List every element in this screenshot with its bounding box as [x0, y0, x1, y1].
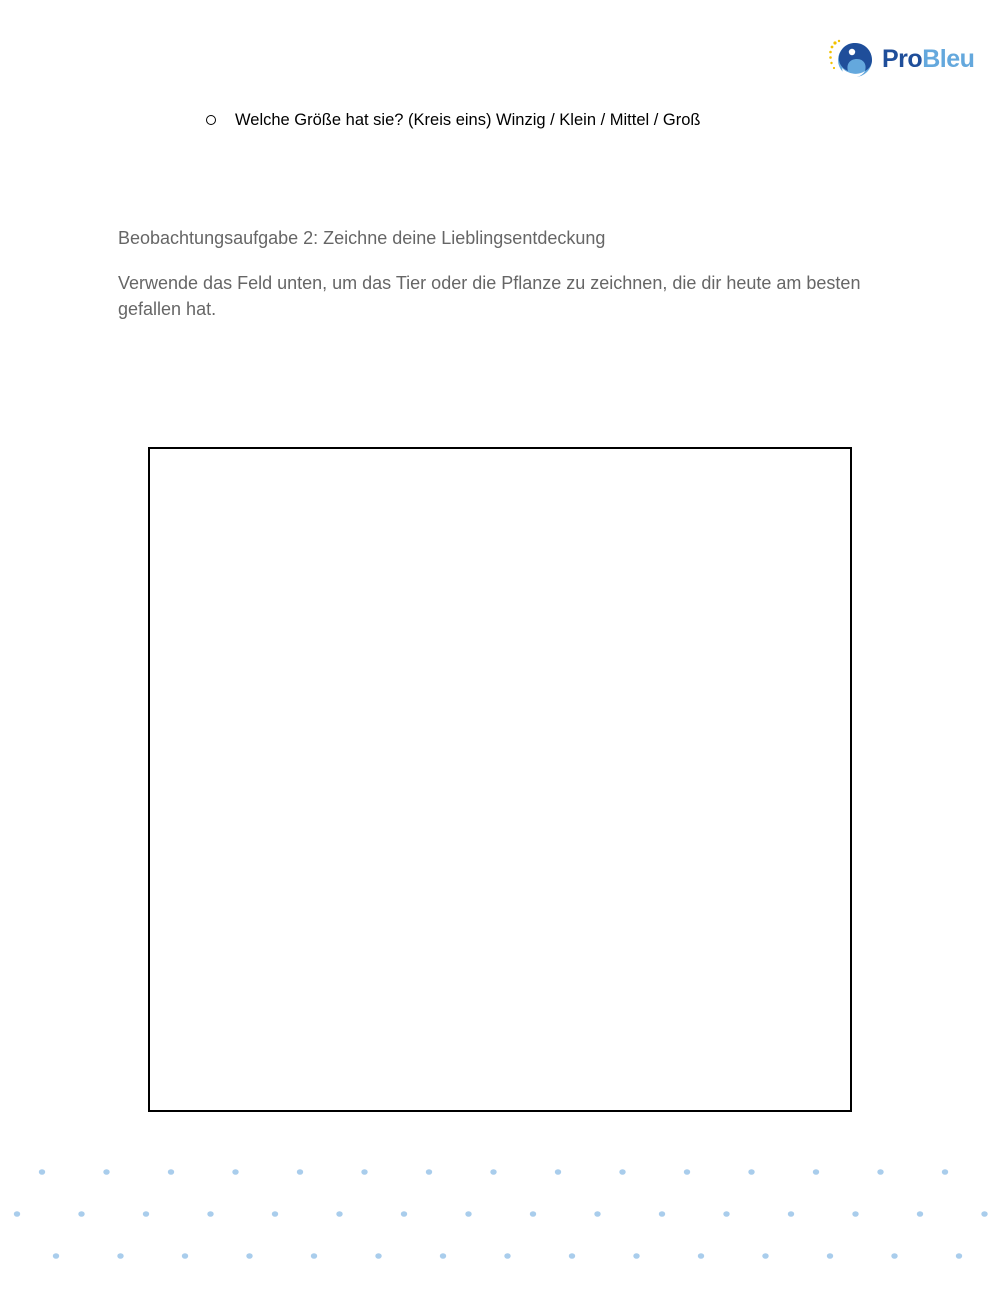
footer-dot	[569, 1253, 575, 1259]
footer-dot	[981, 1211, 987, 1217]
footer-dot	[311, 1253, 317, 1259]
footer-dot	[877, 1169, 883, 1175]
footer-dot	[748, 1169, 754, 1175]
footer-dot	[246, 1253, 252, 1259]
footer-dot	[633, 1253, 639, 1259]
footer-dot	[401, 1211, 407, 1217]
logo-pro-text: Pro	[882, 45, 923, 73]
footer-dot	[361, 1169, 367, 1175]
footer-dot	[168, 1169, 174, 1175]
footer-dot	[813, 1169, 819, 1175]
footer-dot	[465, 1211, 471, 1217]
footer-dot	[530, 1211, 536, 1217]
footer-dot	[39, 1169, 45, 1175]
footer-dot	[555, 1169, 561, 1175]
footer-dot	[103, 1169, 109, 1175]
footer-dot	[14, 1211, 20, 1217]
footer-dot	[852, 1211, 858, 1217]
size-question	[206, 108, 701, 132]
footer-dot	[504, 1253, 510, 1259]
footer-dot	[117, 1253, 123, 1259]
footer-dot	[917, 1211, 923, 1217]
footer-dot	[619, 1169, 625, 1175]
footer-dot	[297, 1169, 303, 1175]
footer-dot-pattern	[0, 1150, 1000, 1280]
hollow-circle-bullet-icon	[206, 115, 216, 125]
probleu-logo-icon	[828, 38, 878, 82]
footer-dot	[827, 1253, 833, 1259]
probleu-wordmark	[882, 44, 974, 74]
drawing-area[interactable]	[148, 447, 852, 1112]
footer-dot	[182, 1253, 188, 1259]
footer-dot	[659, 1211, 665, 1217]
footer-dot	[723, 1211, 729, 1217]
footer-dot	[594, 1211, 600, 1217]
footer-dot	[336, 1211, 342, 1217]
probleu-logo	[828, 38, 980, 82]
size-question-text: Welche Größe hat sie? (Kreis eins) Winzig / Klein / Mittel / Groß	[235, 110, 701, 129]
footer-dot	[53, 1253, 59, 1259]
logo-bleu-text: Bleu	[922, 45, 975, 73]
footer-dot	[788, 1211, 794, 1217]
footer-dot	[942, 1169, 948, 1175]
footer-dot	[272, 1211, 278, 1217]
footer-dot	[78, 1211, 84, 1217]
footer-dot	[762, 1253, 768, 1259]
footer-dot	[698, 1253, 704, 1259]
section-title: Beobachtungsaufgabe 2: Zeichne deine Lieblingsentdeckung	[118, 228, 606, 248]
footer-dot	[891, 1253, 897, 1259]
footer-dot	[232, 1169, 238, 1175]
section-instructions: Verwende das Feld unten, um das Tier oder die Pflanze zu zeichnen, die dir heute am besten gefallen hat.	[118, 273, 861, 319]
footer-dot	[207, 1211, 213, 1217]
footer-dot	[490, 1169, 496, 1175]
footer-dot	[143, 1211, 149, 1217]
footer-dot	[684, 1169, 690, 1175]
footer-dot	[426, 1169, 432, 1175]
footer-dot	[375, 1253, 381, 1259]
footer-dot	[440, 1253, 446, 1259]
footer-dot	[956, 1253, 962, 1259]
